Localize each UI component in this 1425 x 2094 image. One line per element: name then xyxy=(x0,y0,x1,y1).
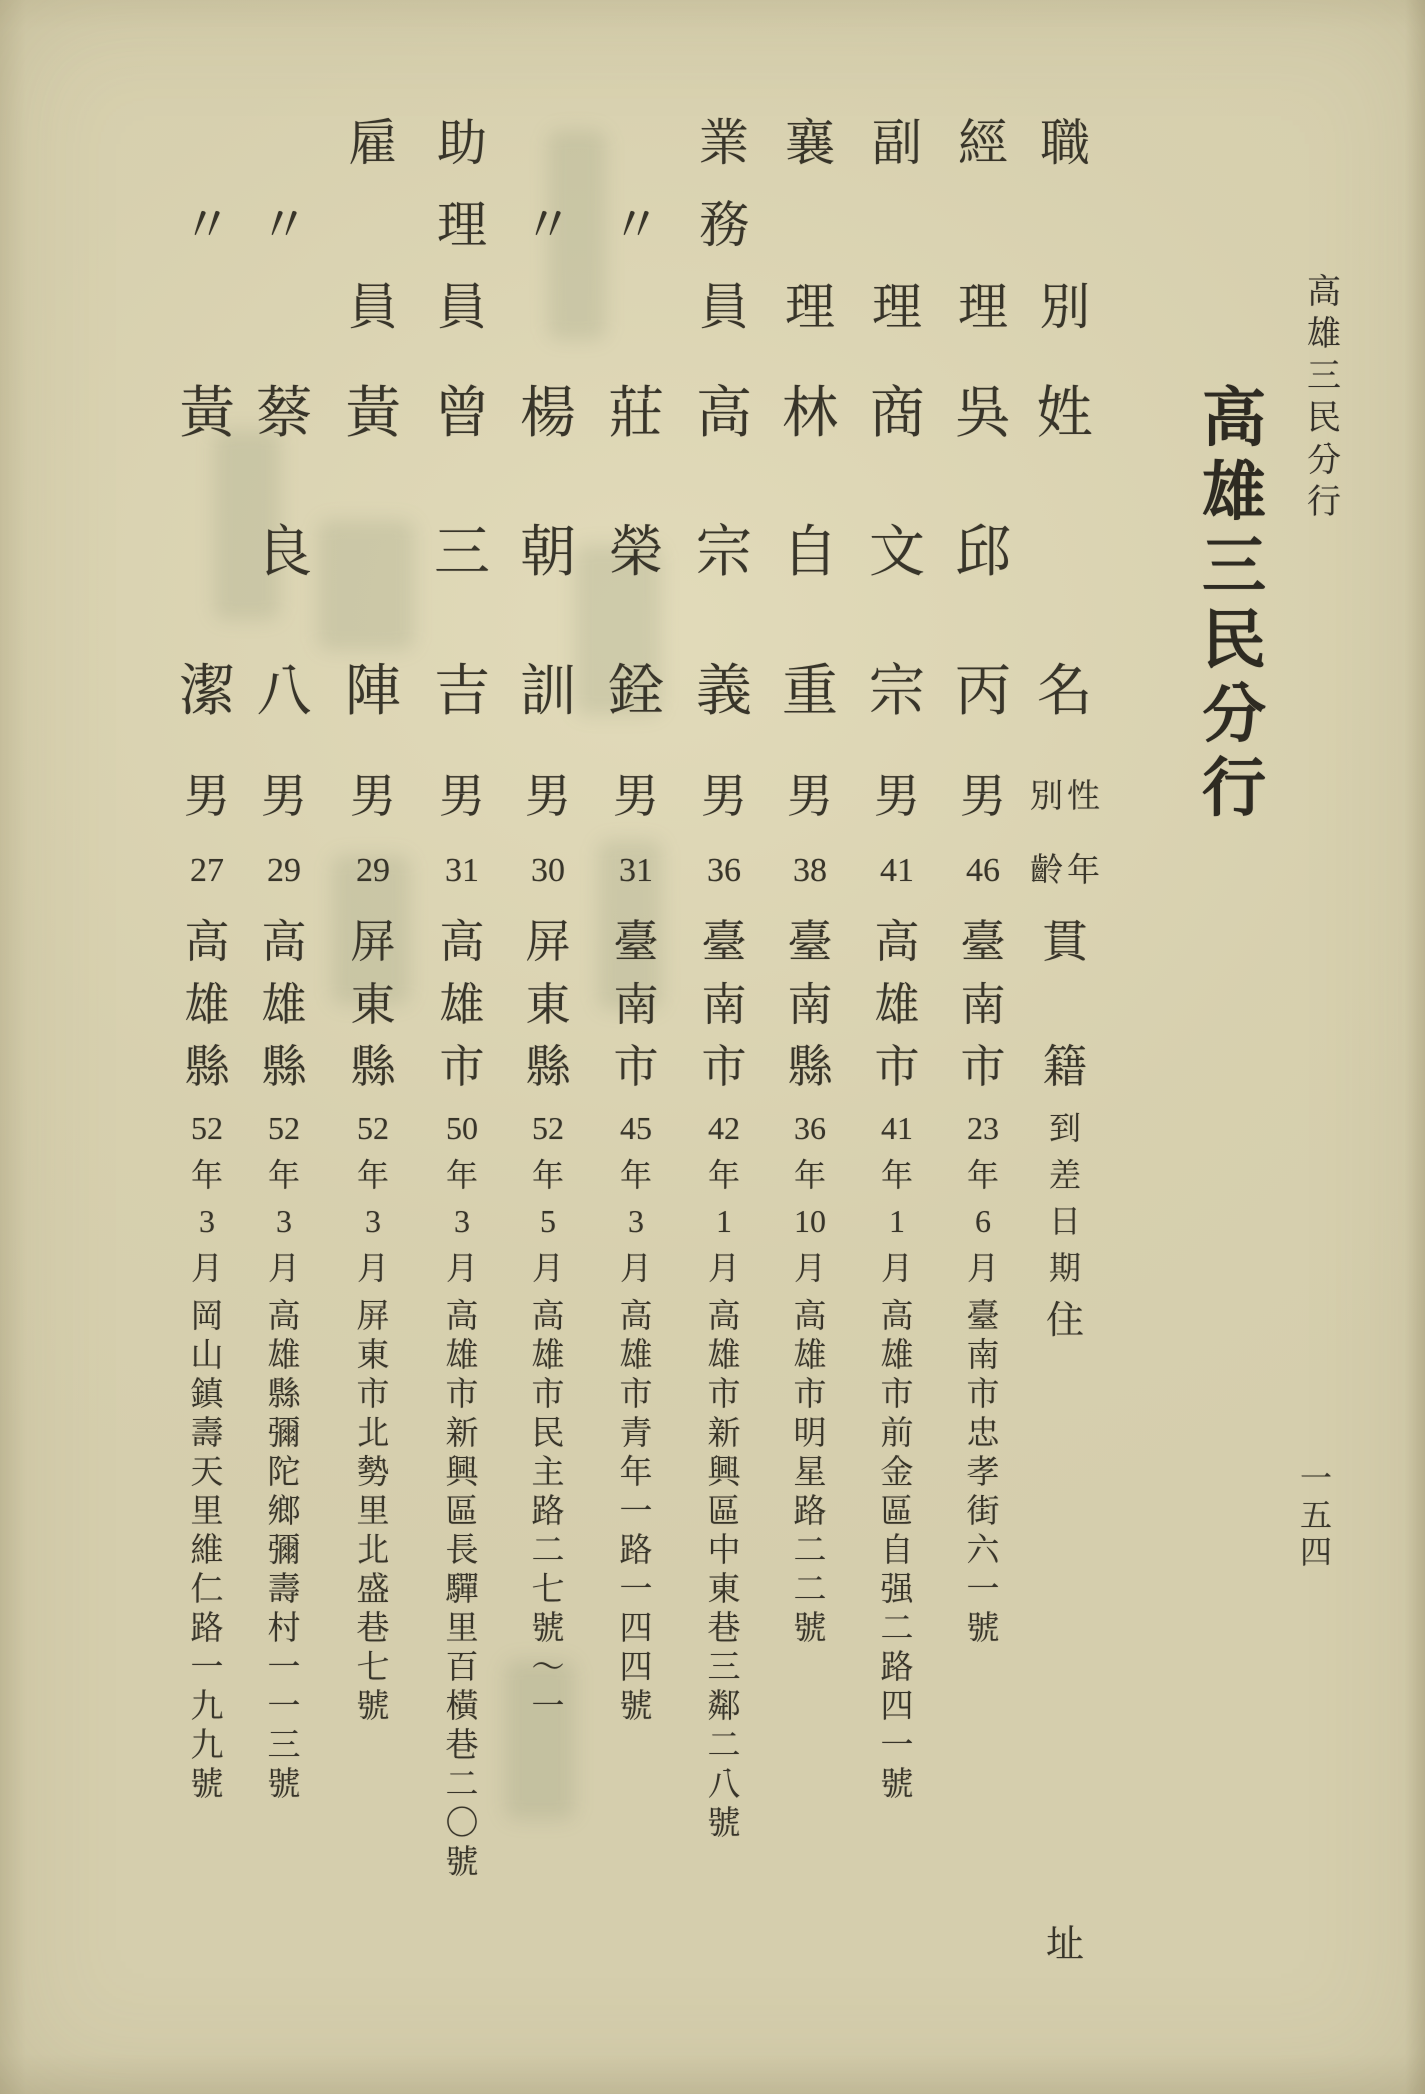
header-arrival-date-label: 到 差 日 期 xyxy=(1048,1110,1081,1286)
row-arrival-date: 42 年 1 月 xyxy=(707,1110,740,1286)
row-address: 高 雄 縣 彌 陀 鄉 彌 壽 村 一 一 三 號 xyxy=(267,1299,301,1803)
row-gender: 男 xyxy=(787,771,833,822)
row-name: 楊 朝 訓 xyxy=(520,383,576,723)
row-address: 臺 南 市 忠 孝 街 六 一 號 xyxy=(966,1299,1000,1647)
row-age: 30 xyxy=(531,852,565,889)
row-name: 曾 三 吉 xyxy=(434,383,490,723)
row-name: 吳 邱 丙 xyxy=(955,383,1011,723)
page-number: 一 五 四 xyxy=(1299,1460,1332,1570)
row-arrival-date: 50 年 3 月 xyxy=(445,1110,478,1286)
row-age: 27 xyxy=(190,852,224,889)
row-address: 高 雄 市 青 年 一 路 一 四 四 號 xyxy=(619,1299,653,1725)
row-native-place: 高 雄 市 xyxy=(874,917,920,1092)
row-name: 黃 潔 xyxy=(179,383,235,723)
row-name: 商 文 宗 xyxy=(869,383,925,723)
row-position: 〃 xyxy=(523,197,573,253)
row-address: 高 雄 市 新 興 區 中 東 巷 三 鄰 二 八 號 xyxy=(707,1299,741,1842)
row-gender: 男 xyxy=(525,771,571,822)
row-address: 高 雄 市 民 主 路 二 七 號 〜 一 xyxy=(531,1299,565,1725)
row-address: 屏 東 市 北 勢 里 北 盛 巷 七 號 xyxy=(356,1299,390,1725)
row-native-place: 高 雄 縣 xyxy=(261,917,307,1092)
row-address: 岡 山 鎮 壽 天 里 維 仁 路 一 九 九 號 xyxy=(190,1299,224,1803)
header-gender-label: 性 別 xyxy=(1030,778,1100,815)
row-arrival-date: 52 年 3 月 xyxy=(267,1110,300,1286)
row-address: 高 雄 市 前 金 區 自 强 二 路 四 一 號 xyxy=(880,1299,914,1803)
row-age: 31 xyxy=(619,852,653,889)
row-arrival-date: 45 年 3 月 xyxy=(619,1110,652,1286)
row-gender: 男 xyxy=(350,771,396,822)
row-position: 〃 xyxy=(182,197,232,253)
row-name: 林 自 重 xyxy=(782,383,838,723)
row-age: 31 xyxy=(445,852,479,889)
row-native-place: 屏 東 縣 xyxy=(350,917,396,1092)
row-arrival-date: 23 年 6 月 xyxy=(966,1110,999,1286)
row-gender: 男 xyxy=(701,771,747,822)
row-position: 雇 員 xyxy=(348,115,398,335)
row-position: 襄 理 xyxy=(785,115,835,335)
row-native-place: 臺 南 縣 xyxy=(787,917,833,1092)
row-native-place: 屏 東 縣 xyxy=(525,917,571,1092)
row-address: 高 雄 市 明 星 路 二 二 號 xyxy=(793,1299,827,1647)
header-age-label: 年 齡 xyxy=(1030,852,1100,889)
header-address-label: 住 址 xyxy=(1045,1300,1084,1966)
row-position: 助 理 員 xyxy=(437,115,487,335)
row-age: 38 xyxy=(793,852,827,889)
row-native-place: 高 雄 縣 xyxy=(184,917,230,1092)
row-arrival-date: 52 年 5 月 xyxy=(531,1110,564,1286)
header-name-label: 姓 名 xyxy=(1037,383,1093,723)
row-arrival-date: 41 年 1 月 xyxy=(880,1110,913,1286)
page-title: 高 雄 三 民 分 行 xyxy=(1202,383,1266,824)
row-position: 業 務 員 xyxy=(699,115,749,335)
row-gender: 男 xyxy=(613,771,659,822)
row-arrival-date: 36 年 10 月 xyxy=(793,1110,826,1286)
row-age: 41 xyxy=(880,852,914,889)
row-age: 46 xyxy=(966,852,1000,889)
row-name: 黃 陣 xyxy=(345,383,401,723)
row-name: 蔡 良 八 xyxy=(256,383,312,723)
row-position: 副 理 xyxy=(872,115,922,335)
row-native-place: 臺 南 市 xyxy=(613,917,659,1092)
row-native-place: 高 雄 市 xyxy=(439,917,485,1092)
row-gender: 男 xyxy=(439,771,485,822)
row-age: 36 xyxy=(707,852,741,889)
row-native-place: 臺 南 市 xyxy=(701,917,747,1092)
row-age: 29 xyxy=(356,852,390,889)
row-address: 高 雄 市 新 興 區 長 驒 里 百 橫 巷 二 〇 號 xyxy=(445,1299,479,1881)
row-position: 經 理 xyxy=(958,115,1008,335)
header-position-label: 職 別 xyxy=(1040,115,1090,335)
row-position: 〃 xyxy=(611,197,661,253)
row-arrival-date: 52 年 3 月 xyxy=(356,1110,389,1286)
row-native-place: 臺 南 市 xyxy=(960,917,1006,1092)
row-name: 莊 榮 銓 xyxy=(608,383,664,723)
row-age: 29 xyxy=(267,852,301,889)
row-arrival-date: 52 年 3 月 xyxy=(190,1110,223,1286)
row-gender: 男 xyxy=(960,771,1006,822)
running-header: 高 雄 三 民 分 行 xyxy=(1307,274,1341,521)
row-position: 〃 xyxy=(259,197,309,253)
row-gender: 男 xyxy=(261,771,307,822)
row-gender: 男 xyxy=(874,771,920,822)
header-native-place-label: 貫 籍 xyxy=(1042,917,1088,1092)
row-gender: 男 xyxy=(184,771,230,822)
row-name: 高 宗 義 xyxy=(696,383,752,723)
